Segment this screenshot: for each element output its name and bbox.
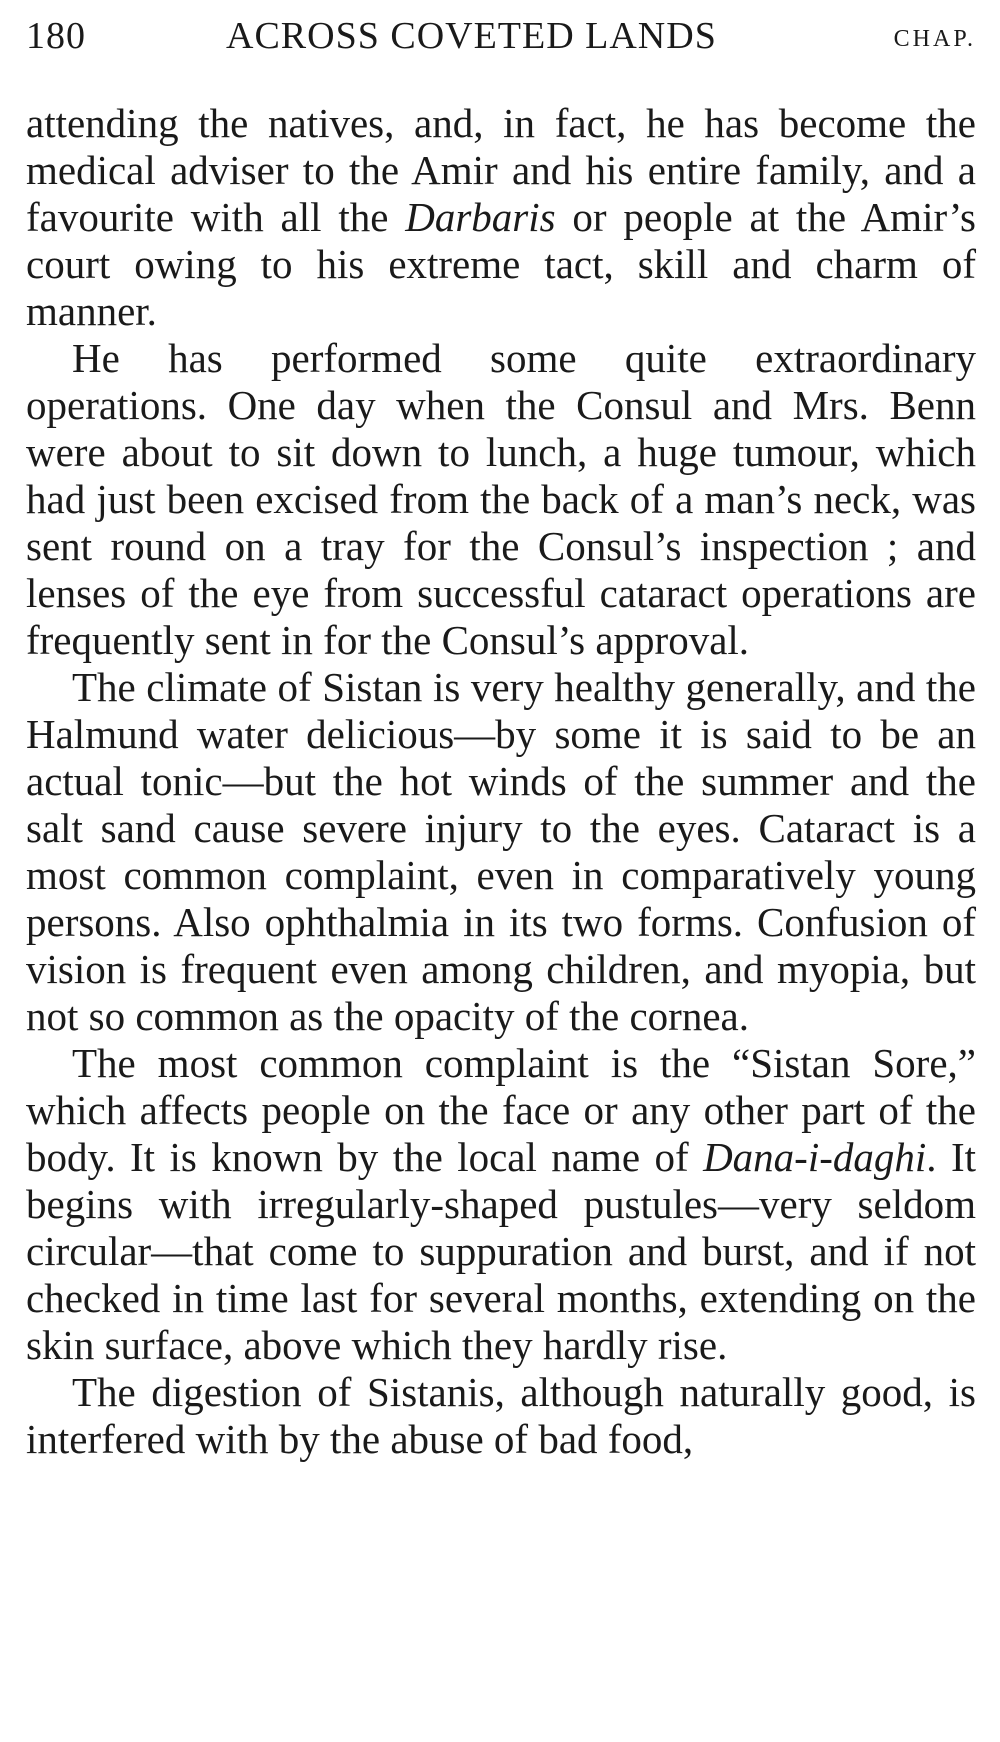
running-title: ACROSS COVETED LANDS: [226, 15, 717, 57]
paragraph-3: The climate of Sistan is very healthy generally, and the Halmund water delicious—by some it is said to be an actual tonic—but the hot winds of the summer and the salt sand cause severe injury to the eyes. Cataract is a most common complaint, even in comparatively young persons. Also ophthalmia in its two forms. Confusion of vision is frequent even among children, and myopia, but not so common as the opacity of the cornea.: [26, 664, 976, 1039]
paragraph-4: The most common complaint is the “Sistan Sore,” which affects people on the face or any other part of the body. It is known by the local name of Dana-i-daghi. It begins with irregularly-shaped pustules—very seldom circular—that come to suppuration and burst, and if not checked in time last for several months, extending on the skin surface, above which they hardly rise.: [26, 1040, 976, 1368]
running-header: [26, 14, 976, 64]
paragraph-2: He has performed some quite extraordinary operations. One day when the Consul and Mrs. Benn were about to sit down to lunch, a huge tumour, which had just been excised from the back of a man’s neck, was sent round on a tray for the Consul’s inspection ; and lenses of the eye from successful cataract operations are frequently sent in for the Consul’s approval.: [26, 335, 976, 663]
chapter-mark: CHAP.: [893, 26, 976, 52]
italic-term: Darbaris: [405, 194, 556, 240]
italic-term: Dana-i-daghi: [703, 1134, 927, 1180]
paragraph-5: The digestion of Sistanis, although naturally good, is interfered with by the abuse of bad food,: [26, 1369, 976, 1462]
body-text: [26, 100, 976, 1463]
page-number: 180: [26, 15, 86, 57]
paragraph-1: attending the natives, and, in fact, he has become the medical adviser to the Amir and his entire family, and a favourite with all the Darbaris or people at the Amir’s court owing to his extreme tact, skill and charm of manner.: [26, 100, 976, 334]
